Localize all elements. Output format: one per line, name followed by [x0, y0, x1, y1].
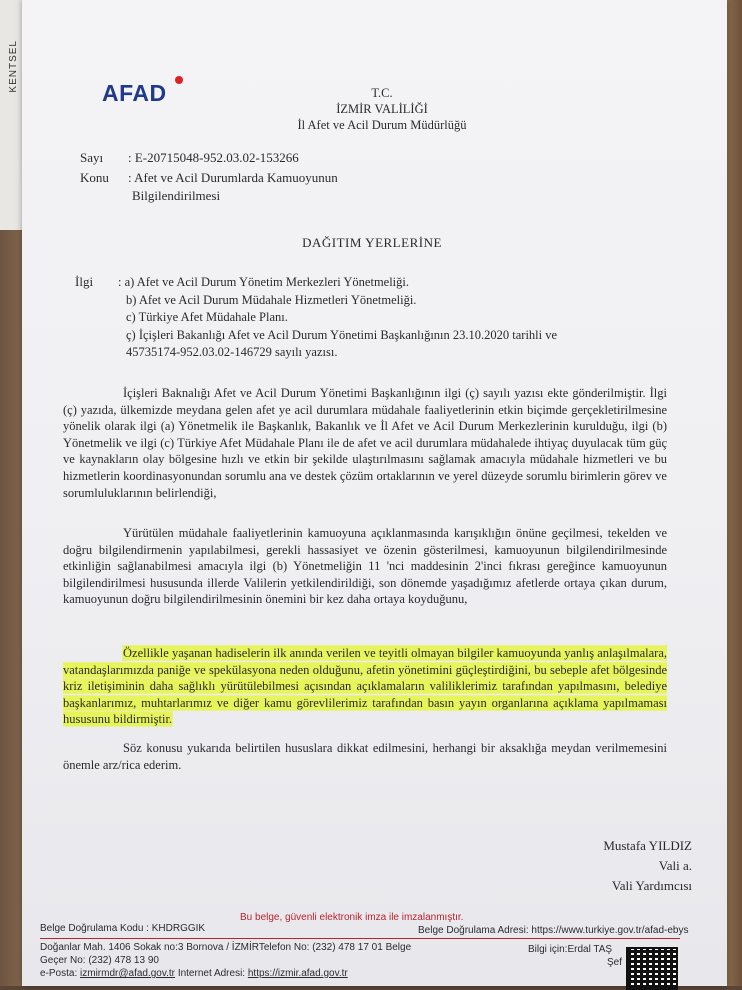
konu-label: Konu [80, 170, 109, 185]
header-mudurluk: İl Afet ve Acil Durum Müdürlüğü [297, 118, 467, 132]
paragraph-4: Söz konusu yukarıda belirtilen hususlara dikkat edilmesini, herhangi bir aksaklığa meydan verilmemesini önemle arz/rica ederim. [63, 741, 667, 772]
ilgi-item: b) Afet ve Acil Durum Müdahale Hizmetleri Yönetmeliği. [126, 292, 417, 307]
contact-title: Şef [607, 957, 623, 968]
paragraph-3-highlighted [63, 645, 667, 728]
esign-notice: Bu belge, güvenli elektronik imza ile imzalanmıştır. [240, 912, 464, 923]
signature-name: Mustafa YILDIZ [603, 838, 692, 853]
dagitim-title: DAĞITIM YERLERİNE [302, 235, 442, 250]
signature-line2: Vali a. [658, 858, 692, 873]
website-link[interactable]: https://izmir.afad.gov.tr [247, 968, 348, 979]
verification-address: Belge Doğrulama Adresi: https://www.turkiye.gov.tr/afad-ebys [418, 925, 689, 936]
logo-dot-icon [175, 76, 183, 84]
sayi-label: Sayı [80, 150, 104, 165]
postal-address: Doğanlar Mah. 1406 Sokak no:3 Bornova / İZMİRTelefon No: (232) 478 17 01 Belge [40, 942, 412, 953]
konu-value-1: : Afet ve Acil Durumlarda Kamuoyunun [128, 170, 338, 185]
ilgi-item: 45735174-952.03.02-146729 sayılı yazısı. [126, 345, 338, 359]
email-link[interactable]: izmirmdr@afad.gov.tr [80, 968, 176, 979]
signature-line3: Vali Yardımcısı [611, 878, 692, 893]
paragraph-2: Yürütülen müdahale faaliyetlerinin kamuoyuna açıklanmasında karışıklığın önüne geçilmesi, tekelden ve doğru bilgilendirmenin yapılabilmesi, gerekli hassasiyet ve özenin gösterilmesi, kamuoyunun bilgilendirilmesinde etkinliğin sağlanabilmesi amacıyla ilgi (b) Yönetmeliğin 11 'nci maddesinin 2'inci fıkrası gereğince kamuoyunun bilgilendirilmesi hususunda illerde Valilerin yetkilendirildiği, son dönemde yaşadığımız afetlerde ortaya çıkan durum, kamuoyunun doğru bilgilendirilmesinin önemini bir kez daha ortaya koyduğunu, [63, 526, 667, 607]
internet-label: Internet Adresi: [177, 968, 246, 979]
contact-person: Bilgi için:Erdal TAŞ [528, 944, 613, 955]
afad-logo: AFAD [102, 80, 167, 106]
header-valilik: İZMİR VALİLİĞİ [336, 102, 428, 116]
highlighted-text: Özellikle yaşanan hadiselerin ilk anında verilen ve teyitli olmayan bilgiler kamuoyunda yanlış anlaşılmalara, vatandaşlarımızda paniğe ve spekülasyona neden olduğunu, afetin yönetimini güçleştirdiğini, bu sebeple afet bölgesinde kriz iletişiminin daha sağlıklı yürütülebilmesi açısından açıklamaların valiliklerimiz tarafından yapılmasını, belediye başkanlarımız, muhtarlarımız ve diğer kamu görevlilerimiz tarafından basın yayın organlarına açıklama yapılmaması hususunu bildirmiştir. [63, 646, 667, 727]
sayi-value: : E-20715048-952.03.02-153266 [128, 150, 299, 165]
email-block [40, 968, 348, 979]
qr-code-icon [626, 947, 678, 990]
ilgi-list [118, 274, 638, 362]
email-label: e-Posta: [40, 968, 78, 979]
document-page [22, 0, 727, 986]
ilgi-item: ç) İçişleri Bakanlığı Afet ve Acil Durum Yönetimi Başkanlığının 23.10.2020 tarihli ve [126, 327, 558, 342]
footer-divider [40, 938, 680, 939]
konu-value-2: Bilgilendirilmesi [132, 188, 221, 203]
underlying-sheet-text: KENTSEL [8, 40, 19, 93]
header-tc: T.C. [371, 86, 393, 100]
verification-code: Belge Doğrulama Kodu : KHDRGGIK [40, 923, 206, 934]
ilgi-label: İlgi [75, 274, 94, 289]
ilgi-item: c) Türkiye Afet Müdahale Planı. [126, 310, 288, 324]
fax-number: Geçer No: (232) 478 13 90 [40, 955, 159, 966]
paragraph-1: İçişleri Baknalığı Afet ve Acil Durum Yönetimi Başkanlığının ilgi (ç) sayılı yazısı ekte gönderilmiştir. İlgi (ç) yazıda, ülkemizde meydana gelen afet ye acil durumlara müdahale faaliyetlerinin etkin biçimde gerçekletirilmesine yönelik olarak ilgi (a) Yönetmelik ile Başkanlık, Bakanlık ve İl Afet ve Acil Durum Merkezlerinin kurulduğu, ilgi (b) Yönetmelik ve ilgi (c) Türkiye Afet Müdahale Planı ile de afet ve acil durumlara müdahalede ihtiyaç duyulacak tüm güç ve kaynakların olay bölgesine hızlı ve etkin bir şekilde ulaştırılmasını sağlamak amacıyla müdahale hizmetleri ve bu hizmetlerin koordinasyonundan sorumlu ana ve destek çözüm ortaklarının ve yerel düzeyde sorumlu birimlerin görev ve sorumluluklarının belirlendiği, [63, 386, 667, 500]
ilgi-item: : a) Afet ve Acil Durum Yönetim Merkezleri Yönetmeliği. [118, 275, 410, 289]
